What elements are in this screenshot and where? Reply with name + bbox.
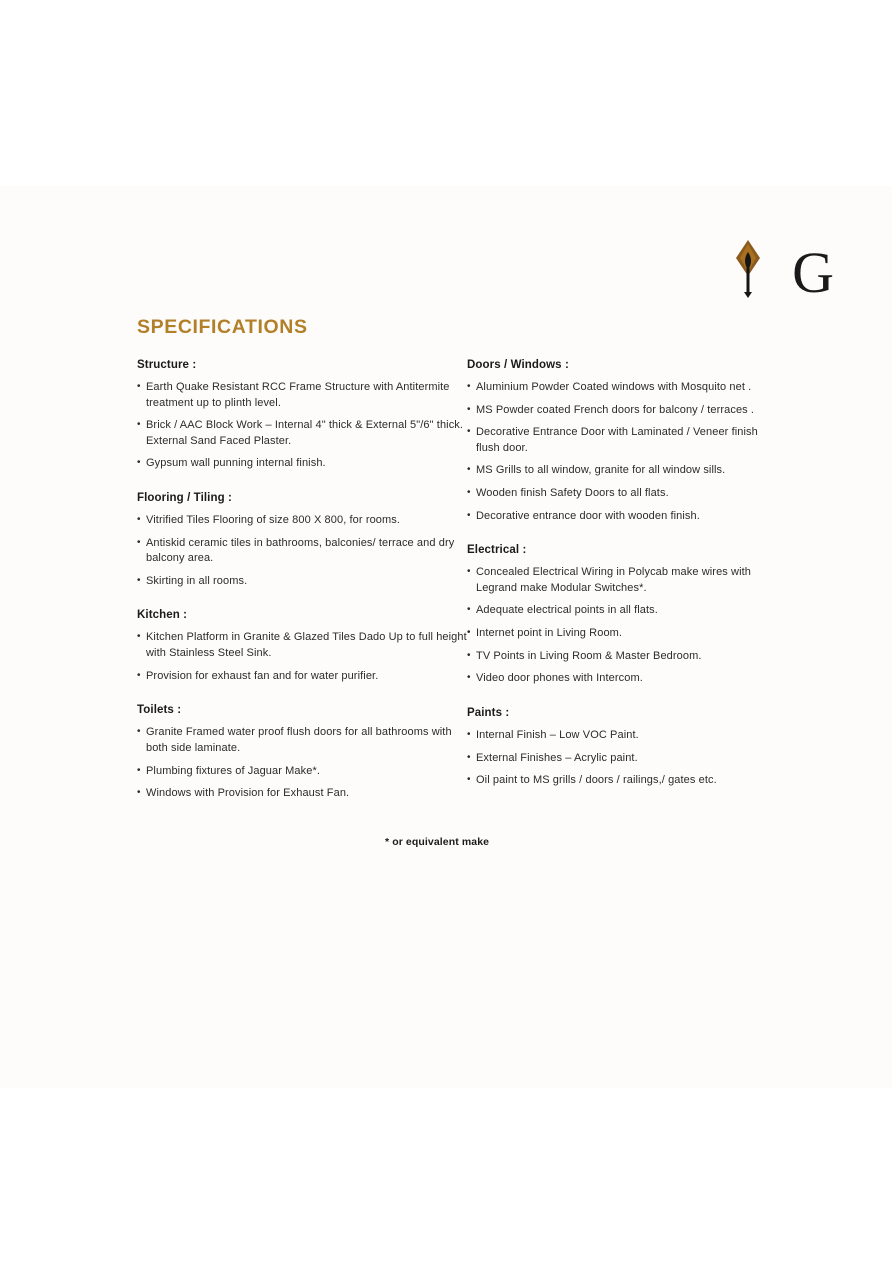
list-item: • Skirting in all rooms. — [137, 574, 467, 590]
group-heading: Structure : — [137, 359, 197, 371]
brand-letter: G — [792, 240, 834, 305]
column-right — [467, 359, 777, 822]
footnote: * or equivalent make — [385, 835, 490, 848]
list-item: • Granite Framed water proof flush doors for all bathrooms with both side laminate. — [137, 725, 467, 756]
group-heading: Toilets : — [137, 704, 182, 717]
diamond-ornament-icon — [726, 238, 770, 302]
spec-group-structure — [137, 359, 467, 472]
list-item: • Brick / AAC Block Work – Internal 4" thick & External 5"/6" thick. External Sand Faced Plaster. — [137, 418, 467, 449]
spec-group-paints — [467, 707, 777, 789]
group-heading: Flooring / Tiling : — [137, 492, 232, 505]
list-item: • Oil paint to MS grills / doors / railings,/ gates etc. — [467, 773, 777, 789]
specifications-sheet — [0, 186, 892, 1088]
list-item: • Windows with Provision for Exhaust Fan. — [137, 786, 467, 802]
brand-logo — [726, 238, 834, 305]
specifications-content — [137, 316, 777, 848]
list-item: • Earth Quake Resistant RCC Frame Structure with Antitermite treatment up to plinth level. — [137, 380, 467, 411]
list-item: • Video door phones with Intercom. — [467, 671, 777, 687]
spec-group-toilets — [137, 704, 467, 801]
spec-group-flooring — [137, 492, 467, 589]
page-title: SPECIFICATIONS — [137, 316, 308, 338]
spec-group-doors-windows — [467, 359, 777, 524]
list-item: • TV Points in Living Room & Master Bedroom. — [467, 649, 777, 665]
spec-group-kitchen — [137, 609, 467, 684]
list-item: • Provision for exhaust fan and for water purifier. — [137, 669, 467, 685]
list-item: • External Finishes – Acrylic paint. — [467, 751, 777, 767]
list-item: • Plumbing fixtures of Jaguar Make*. — [137, 764, 467, 780]
list-item: • Adequate electrical points in all flats. — [467, 603, 777, 619]
specifications-columns — [137, 359, 777, 822]
list-item: • Aluminium Powder Coated windows with Mosquito net . — [467, 380, 777, 396]
column-left — [137, 359, 467, 822]
group-heading: Doors / Windows : — [467, 359, 569, 371]
list-item: • Decorative Entrance Door with Laminated / Veneer finish flush door. — [467, 425, 777, 456]
list-item: • Wooden finish Safety Doors to all flats. — [467, 486, 777, 502]
group-heading: Kitchen : — [137, 609, 188, 622]
list-item: • Vitrified Tiles Flooring of size 800 X 800, for rooms. — [137, 513, 467, 529]
list-item: • Kitchen Platform in Granite & Glazed Tiles Dado Up to full height with Stainless Steel Sink. — [137, 630, 467, 661]
list-item: • Internal Finish – Low VOC Paint. — [467, 728, 777, 744]
group-heading: Electrical : — [467, 544, 527, 557]
list-item: • MS Powder coated French doors for balcony / terraces . — [467, 403, 777, 419]
list-item: • Internet point in Living Room. — [467, 626, 777, 642]
list-item: • Concealed Electrical Wiring in Polycab make wires with Legrand make Modular Switches*. — [467, 565, 777, 596]
group-heading: Paints : — [467, 706, 510, 719]
list-item: • Decorative entrance door with wooden finish. — [467, 509, 777, 525]
list-item: • Gypsum wall punning internal finish. — [137, 456, 467, 472]
list-item: • Antiskid ceramic tiles in bathrooms, balconies/ terrace and dry balcony area. — [137, 536, 467, 567]
list-item: • MS Grills to all window, granite for all window sills. — [467, 463, 777, 479]
spec-group-electrical — [467, 544, 777, 687]
